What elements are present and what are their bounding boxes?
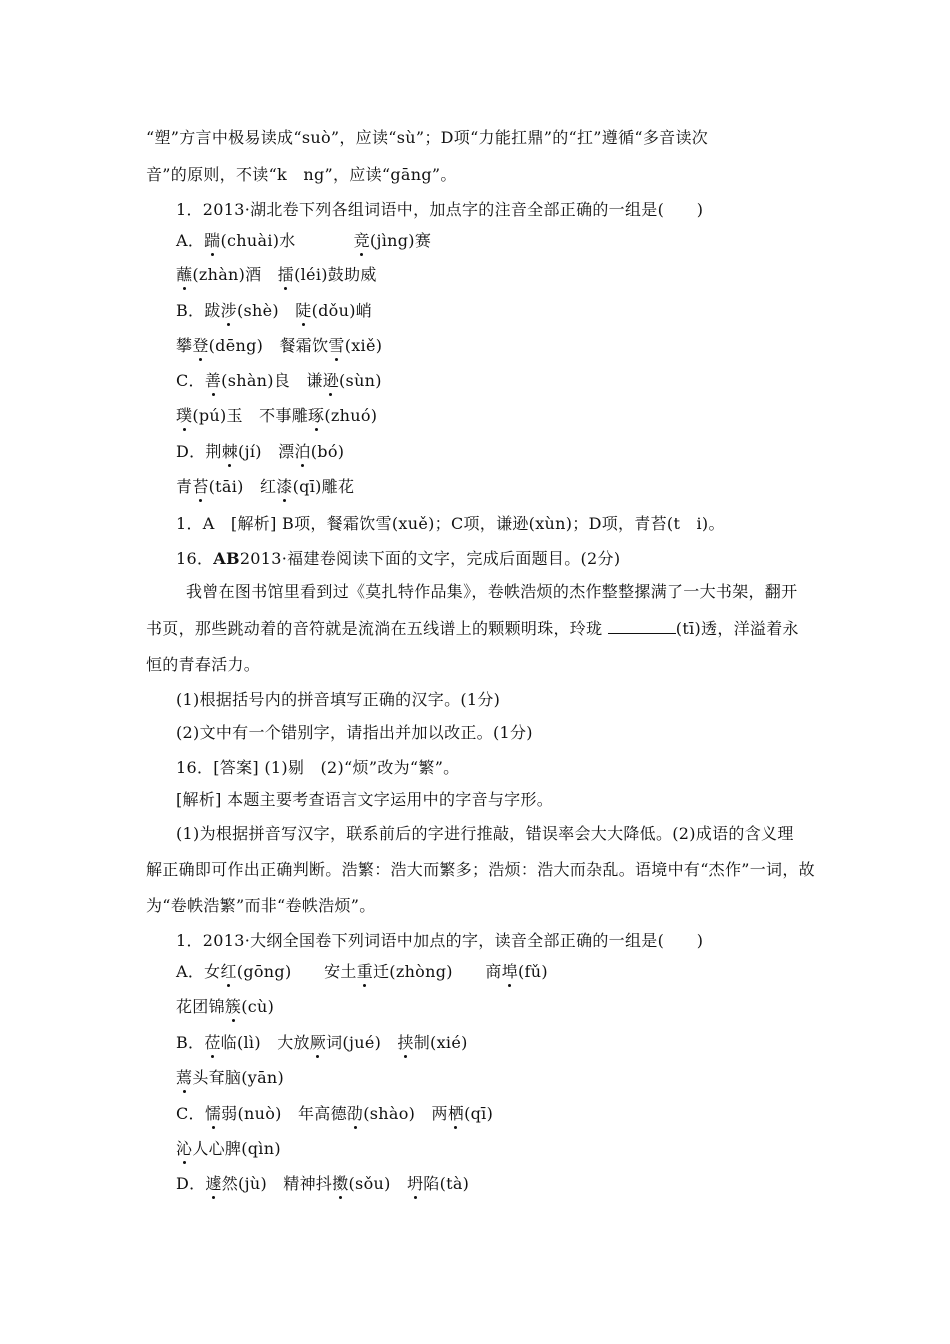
text-line-02: 音”的原则，不读“k ng”，应读“gāng”。 xyxy=(146,165,457,184)
option-a-national-cont: 花团锦簇(cù) xyxy=(176,997,275,1016)
analysis-16-line-2: 解正确即可作出正确判断。浩繁：浩大而繁多；浩烦：浩大而杂乱。语境中有“杰作”一词，故 xyxy=(146,860,815,879)
option-c-hubei: C．善(shàn)良 谦逊(sùn) xyxy=(176,371,382,390)
option-a-hubei-cont: 蘸(zhàn)酒 擂(léi)鼓助威 xyxy=(176,265,377,284)
option-d-hubei-cont: 青苔(tāi) 红漆(qī)雕花 xyxy=(176,477,355,496)
sub-question-1: (1)根据括号内的拼音填写正确的汉字。(1分) xyxy=(176,690,501,709)
passage-line-2: 书页，那些跳动着的音符就是流淌在五线谱上的颗颗明珠，玲珑 (tī)透，洋溢着永 xyxy=(146,619,799,638)
analysis-16-line-1: (1)为根据拼音写汉字，联系前后的字进行推敲，错误率会大大降低。(2)成语的含义理 xyxy=(176,824,794,843)
answer-blank[interactable] xyxy=(608,619,676,634)
passage-line-1: 我曾在图书馆里看到过《莫扎特作品集》，卷帙浩烦的杰作整整摞满了一大书架，翻开 xyxy=(186,582,798,601)
option-c-national-cont: 沁人心脾(qìn) xyxy=(176,1139,281,1158)
question-16-fujian: 16．AB2013·福建卷阅读下面的文字，完成后面题目。(2分) xyxy=(176,549,621,568)
question-1-national: 1．2013·大纲全国卷下列词语中加点的字，读音全部正确的一组是( ) xyxy=(176,931,704,950)
option-b-national: B．莅临(lì) 大放厥词(jué) 挟制(xié) xyxy=(176,1033,468,1052)
analysis-16-line-3: 为“卷帙浩繁”而非“卷帙浩烦”。 xyxy=(146,896,376,915)
question-1-hubei: 1．2013·湖北卷下列各组词语中，加点字的注音全部正确的一组是( ) xyxy=(176,200,704,219)
text-line-01: “塑”方言中极易读成“suò”，应读“sù”；D项“力能扛鼎”的“扛”遵循“多音读次 xyxy=(146,128,709,147)
answer-1-hubei: 1．A [解析] B项，餐霜饮雪(xuě)；C项，谦逊(xùn)；D项，青苔(t i)。 xyxy=(176,514,725,533)
option-c-national: C．懦弱(nuò) 年高德劭(shào) 两栖(qī) xyxy=(176,1104,494,1123)
option-b-hubei-cont: 攀登(dēng) 餐霜饮雪(xiě) xyxy=(176,336,383,355)
option-b-national-cont: 蔫头耷脑(yān) xyxy=(176,1068,285,1087)
option-d-national: D．遽然(jù) 精神抖擞(sǒu) 坍陷(tà) xyxy=(176,1174,470,1193)
sub-question-2: (2)文中有一个错别字，请指出并加以改正。(1分) xyxy=(176,723,533,742)
option-c-hubei-cont: 璞(pú)玉 不事雕琢(zhuó) xyxy=(176,406,378,425)
option-b-hubei: B．跋涉(shè) 陡(dǒu)峭 xyxy=(176,301,373,320)
option-a-hubei: A．踹(chuài)水 竞(jìng)赛 xyxy=(176,231,432,250)
passage-line-3: 恒的青春活力。 xyxy=(146,655,261,674)
analysis-16-title: [解析] 本题主要考查语言文字运用中的字音与字形。 xyxy=(176,790,554,809)
answer-16: 16．[答案] (1)剔 (2)“烦”改为“繁”。 xyxy=(176,758,460,777)
option-a-national: A．女红(gōng) 安土重迁(zhòng) 商埠(fǔ) xyxy=(176,962,548,981)
option-d-hubei: D．荆棘(jí) 漂泊(bó) xyxy=(176,442,345,461)
